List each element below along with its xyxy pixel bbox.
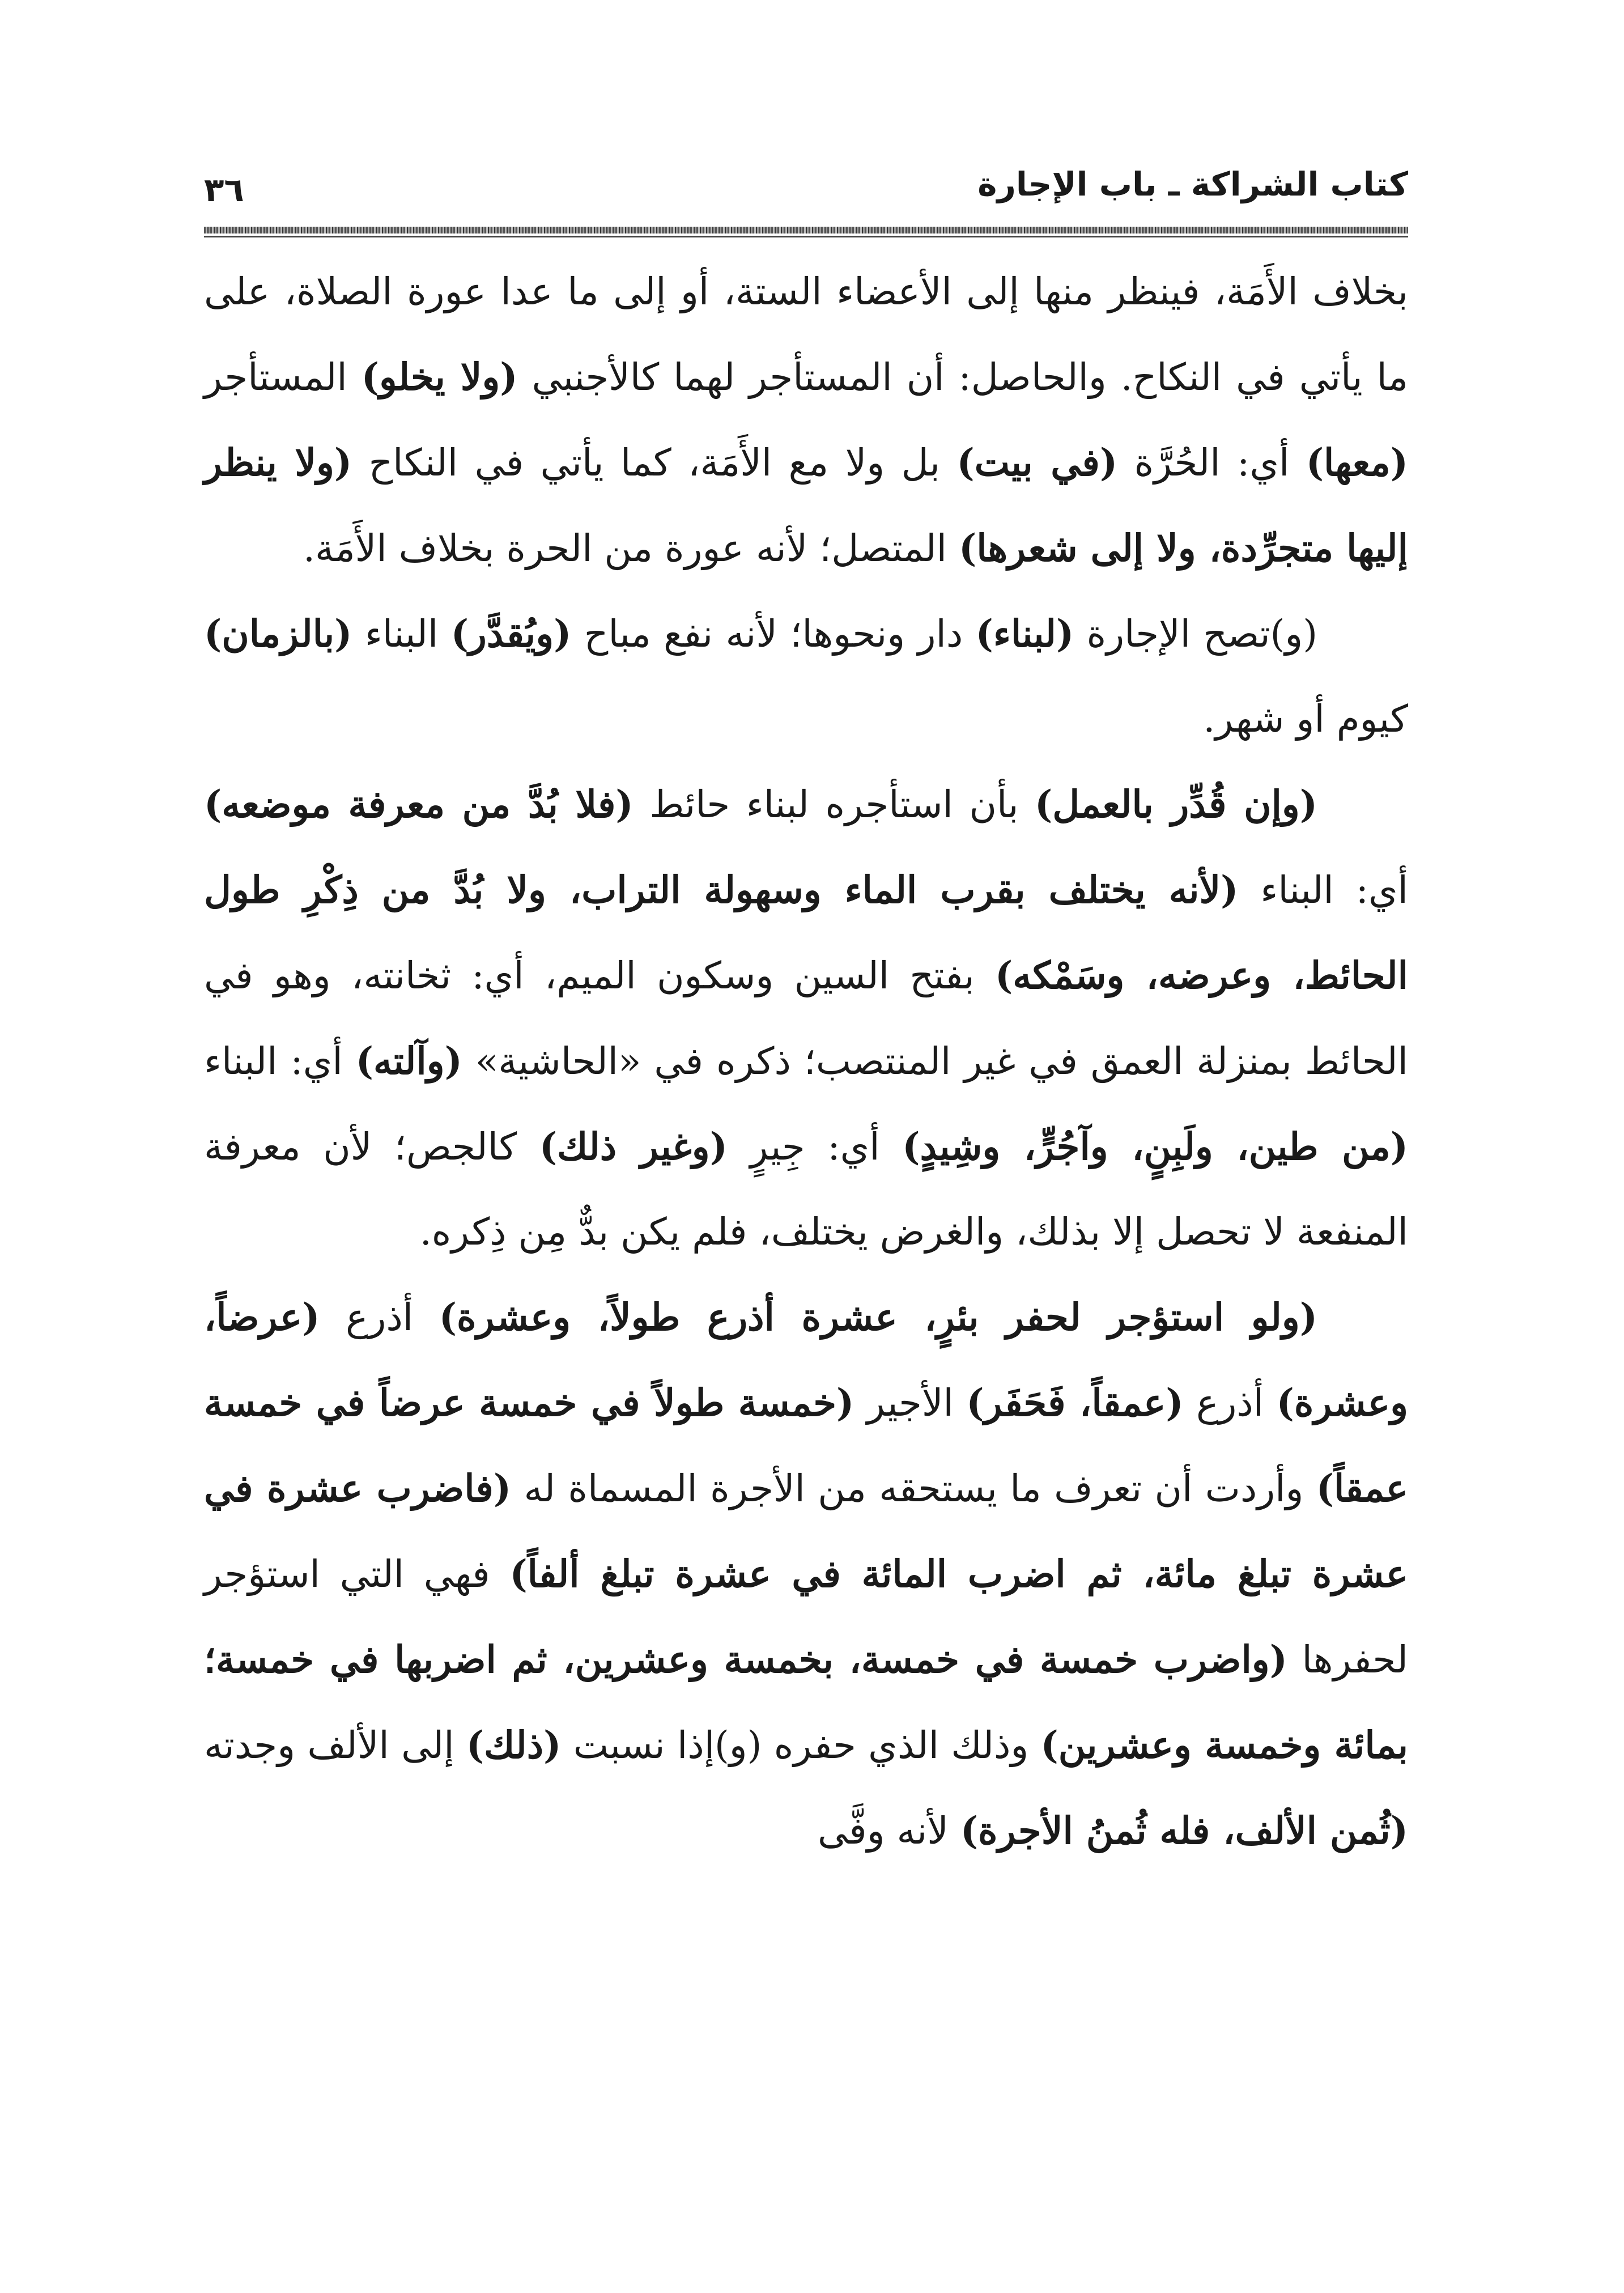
matn-text: (فلا بُدَّ من معرفة موضعه) [204, 782, 634, 826]
sharh-text: بأن استأجره لبناء حائط [633, 783, 1035, 826]
matn-text: (لأنه يختلف بقرب الماء وسهولة التراب، ولا بُدَّ من ذِكْرِ طول الحائط، وعرضه، وسَمْكه) [204, 868, 1408, 997]
header-rule [204, 227, 1408, 233]
paragraph [204, 591, 1408, 762]
matn-text: (لبناء) [975, 612, 1074, 656]
header-rule-thin [204, 236, 1408, 237]
sharh-text: بفتح السين وسكون الميم، أي: ثخانته، وهو في الحائط بمنزلة العمق في غير المنتصب؛ ذكره في «الحاشية» [204, 954, 1408, 1083]
matn-text: (وآلته) [355, 1039, 462, 1083]
sharh-text: كالجص؛ لأن معرفة المنفعة لا تحصل إلا بذلك، والغرض يختلف، فلم يكن بدٌّ مِن ذِكره. [204, 1125, 1408, 1254]
sharh-text: (و)تصح الإجارة [1074, 612, 1317, 656]
matn-text: (ولا ينظر إليها متجرِّدة، ولا إلى شعرها) [204, 440, 1408, 570]
matn-text: (ولا يخلو) [361, 355, 518, 399]
matn-text: (وإن قُدِّر بالعمل) [1035, 782, 1318, 826]
page-number: ٣٦ [204, 171, 244, 209]
paragraph [204, 762, 1408, 1275]
paragraph [204, 249, 1408, 591]
sharh-text: أذرع [1183, 1381, 1277, 1425]
page-header [204, 153, 1408, 221]
sharh-text: البناء [352, 612, 451, 656]
running-title: كتاب الشراكة ـ باب الإجارة [977, 165, 1408, 203]
sharh-text: وأردت أن تعرف ما يستحقه من الأجرة المسماة له [511, 1467, 1316, 1510]
matn-text: (فاضرب عشرة في عشرة تبلغ مائة، ثم اضرب المائة في عشرة تبلغ ألفاً) [204, 1466, 1408, 1596]
sharh-text: دار ونحوها؛ لأنه نفع مباح [571, 612, 976, 656]
sharh-text: أي: البناء [204, 1039, 356, 1083]
matn-text: (وغير ذلك) [539, 1124, 728, 1169]
sharh-text: وذلك الذي حفره (و)إذا نسبت [561, 1723, 1041, 1767]
matn-text: (خمسة طولاً في خمسة عرضاً في خمسة عمقاً) [204, 1381, 1408, 1510]
matn-text: (واضرب خمسة في خمسة، بخمسة وعشرين، ثم اضربها في خمسة؛ بمائة وخمسة وعشرين) [204, 1637, 1408, 1767]
sharh-text: أذرع [320, 1296, 439, 1339]
paragraph [204, 1275, 1408, 1874]
sharh-text: إلى الألف وجدته [204, 1723, 466, 1767]
sharh-text: أي: جِيرٍ [727, 1125, 903, 1169]
sharh-text: بخلاف الأَمَة، فينظر منها إلى الأعضاء الستة، أو إلى ما عدا عورة الصلاة، على ما يأتي في النكاح. والحاصل: أن المستأجر لهما كالأجنبي [204, 270, 1408, 399]
matn-text: (من طين، ولَبِنٍ، وآجُرٍّ، وشِيدٍ) [902, 1124, 1408, 1169]
sharh-text: لأنه وفَّى [818, 1809, 960, 1853]
sharh-text: كيوم أو شهر. [1203, 697, 1408, 741]
matn-text: (ولو استؤجر لحفر بئرٍ، عشرة أذرع طولاً، وعشرة) [439, 1295, 1317, 1339]
sharh-text: الأجير [854, 1381, 967, 1425]
sharh-text: فهي التي استؤجر لحفرها [204, 1552, 1408, 1681]
body-text [204, 249, 1408, 1874]
matn-text: (عمقاً، فَحَفَر) [966, 1381, 1184, 1425]
sharh-text: بل ولا مع الأَمَة، كما يأتي في النكاح [352, 441, 957, 485]
sharh-text: المستأجر [204, 355, 362, 399]
sharh-text: أي: الحُرَّة [1117, 441, 1306, 485]
matn-text: (ثُمن الألف، فله ثُمنُ الأجرة) [960, 1808, 1408, 1853]
matn-text: (بالزمان) [204, 612, 352, 656]
matn-text: (في بيت) [956, 440, 1118, 485]
matn-text: (ذلك) [466, 1723, 562, 1767]
matn-text: (ويُقدَّر) [450, 612, 572, 656]
sharh-text: المتصل؛ لأنه عورة من الحرة بخلاف الأَمَة. [303, 526, 959, 570]
matn-text: (عرضاً، وعشرة) [204, 1295, 1408, 1425]
sharh-text: أي: البناء [1238, 868, 1408, 912]
matn-text: (معها) [1306, 440, 1409, 485]
